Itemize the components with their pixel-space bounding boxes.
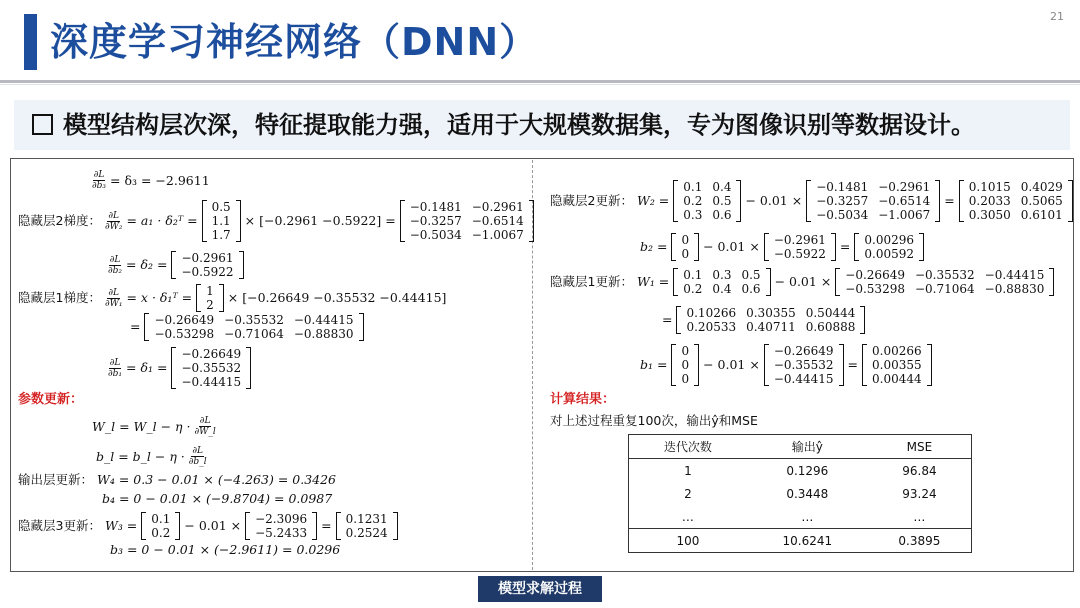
- matrix-cell: 0.3: [712, 268, 732, 282]
- matrix-cell: −0.35532: [773, 358, 834, 372]
- matrix-row: [867, 344, 927, 358]
- title-accent-bar: [24, 14, 37, 70]
- matrix-row: [859, 233, 919, 247]
- matrix-cell: −1.0067: [471, 228, 524, 242]
- matrix-cell: −0.88830: [293, 327, 354, 341]
- matrix-row: [769, 358, 839, 372]
- matrix-row: [201, 298, 219, 312]
- matrix-cell: 0.5: [211, 200, 231, 214]
- matrix-row: [769, 233, 831, 247]
- cell: …: [913, 509, 926, 524]
- matrix: [141, 512, 180, 540]
- matrix: [671, 344, 699, 386]
- matrix-row: [207, 214, 236, 228]
- headline-banner: [14, 100, 1070, 150]
- matrix-row: [867, 372, 927, 386]
- matrix-cell: 0: [681, 247, 690, 261]
- hidden2-update: 隐藏层2更新： W₂ = 0.1 0.4 0.2 0.5 0.3 0.6 − 0.01 × −0.1481 −0.2961 −0.3257 −0.6514 −0.5034 −1.0067 = 0.1015 0.4029 0.2033 0.5065 0.3050 0.6101: [550, 180, 1073, 222]
- matrix-cell: −5.2433: [255, 526, 308, 540]
- matrix-cell: 0.20533: [686, 320, 737, 334]
- results-table: [628, 434, 972, 553]
- matrix-row: [176, 361, 246, 375]
- matrix-row: [964, 208, 1068, 222]
- db1-formula: $\frac{\partial L}{\text{∂b₁}}$ = δ₁ = −0.26649 −0.35532 −0.44415: [108, 347, 251, 389]
- matrix-cell: 0.40711: [746, 320, 796, 334]
- matrix: [673, 268, 770, 296]
- matrix-row: [840, 268, 1049, 282]
- matrix-row: [405, 200, 529, 214]
- matrix-row: [201, 284, 219, 298]
- matrix-cell: 0: [681, 372, 690, 386]
- matrix-cell: −0.6514: [878, 194, 931, 208]
- matrix-cell: −0.44415: [293, 313, 354, 327]
- table-row: [629, 459, 972, 483]
- matrix-row: [405, 214, 529, 228]
- matrix-cell: 2: [206, 298, 214, 312]
- table-row: [629, 505, 972, 529]
- matrix-cell: −0.1481: [409, 200, 462, 214]
- matrix: [245, 512, 317, 540]
- matrix-cell: −2.3096: [255, 512, 308, 526]
- table-row: [629, 482, 972, 505]
- matrix-cell: 0: [681, 233, 690, 247]
- b1-update: b₁ = 0 0 0 − 0.01 × −0.26649 −0.35532 −0.44415 = 0.00266 0.00355 0.00444: [640, 344, 932, 386]
- matrix-cell: −0.26649: [154, 313, 215, 327]
- matrix-row: [676, 344, 694, 358]
- matrix-row: [840, 282, 1049, 296]
- matrix: [673, 180, 741, 222]
- matrix-row: [405, 228, 529, 242]
- matrix-row: [176, 251, 238, 265]
- matrix-row: [341, 526, 393, 540]
- matrix-cell: 0.2033: [968, 194, 1011, 208]
- matrix-cell: −0.2961: [471, 200, 524, 214]
- matrix-cell: −0.2961: [773, 233, 826, 247]
- matrix-row: [176, 347, 246, 361]
- headline: [32, 108, 975, 142]
- matrix-cell: −0.5034: [816, 208, 869, 222]
- matrix-cell: 0.6101: [1020, 208, 1063, 222]
- matrix-cell: −0.3257: [816, 194, 869, 208]
- matrix-cell: 0.3050: [968, 208, 1011, 222]
- matrix-row: [964, 194, 1068, 208]
- matrix-cell: 0.4029: [1020, 180, 1063, 194]
- header-mse: MSE: [868, 435, 972, 459]
- hidden2-gradient: 隐藏层2梯度： $\frac{\partial L}{\text{∂W₂}}$ = a₁ · δ₂ᵀ = 0.5 1.1 1.7 × [−0.2961 −0.5922] = −0.1481 −0.2961 −0.3257 −0.6514 −0.5034 −1.0067: [18, 200, 534, 242]
- headline-text: 模型结构层次深，特征提取能力强，适用于大规模数据集，专为图像识别等数据设计。: [63, 111, 975, 139]
- matrix-cell: 0.4: [712, 180, 732, 194]
- matrix-cell: 0.2: [151, 526, 171, 540]
- matrix-cell: 0.5: [741, 268, 761, 282]
- matrix-cell: 0.10266: [686, 306, 737, 320]
- result-heading: 计算结果：: [550, 392, 616, 407]
- matrix-cell: 0.1: [683, 180, 703, 194]
- matrix-row: [811, 208, 935, 222]
- cell: 0.3448: [786, 486, 829, 501]
- matrix-row: [678, 208, 736, 222]
- matrix-row: [676, 247, 694, 261]
- matrix: [671, 233, 699, 261]
- matrix-cell: −0.5922: [181, 265, 234, 279]
- matrix-row: [176, 375, 246, 389]
- cell: 10.6241: [747, 529, 868, 553]
- hidden1-gradient-result: = −0.26649 −0.35532 −0.44415 −0.53298 −0.71064 −0.88830: [130, 313, 364, 341]
- output-bias-update: b₄ = 0 − 0.01 × (−9.8704) = 0.0987: [102, 491, 333, 506]
- matrix-cell: 0.00592: [864, 247, 914, 261]
- matrix-cell: 0.50444: [805, 306, 856, 320]
- matrix-cell: −0.26649: [773, 344, 834, 358]
- hidden3-bias-update: b₃ = 0 − 0.01 × (−2.9611) = 0.0296: [110, 542, 341, 557]
- caption-label: 模型求解过程: [478, 576, 602, 602]
- hidden1-gradient: 隐藏层1梯度： $\frac{\partial L}{\text{∂W₁}}$ = x · δ₁ᵀ = 1 2 × [−0.26649 −0.35532 −0.44415]: [18, 284, 447, 312]
- cell: 2: [684, 486, 692, 501]
- matrix-cell: 0.5: [712, 194, 732, 208]
- cell: 93.24: [902, 486, 937, 501]
- matrix-cell: −0.53298: [845, 282, 905, 296]
- matrix-row: [859, 247, 919, 261]
- matrix-cell: −0.71064: [914, 282, 975, 296]
- matrix-row: [676, 233, 694, 247]
- matrix-row: [678, 268, 765, 282]
- matrix-cell: 1.1: [211, 214, 231, 228]
- matrix: [202, 200, 241, 242]
- page-number: 21: [1050, 10, 1064, 23]
- matrix-row: [867, 358, 927, 372]
- matrix-cell: 0.6: [712, 208, 732, 222]
- matrix-cell: −0.5922: [773, 247, 826, 261]
- matrix: [171, 347, 251, 389]
- matrix-cell: 1: [206, 284, 214, 298]
- matrix-row: [811, 194, 935, 208]
- table-header-row: [629, 435, 972, 459]
- matrix-cell: −0.26649: [181, 347, 242, 361]
- output-layer-update: 输出层更新： W₄ = 0.3 − 0.01 × (−4.263) = 0.3426: [18, 472, 337, 487]
- matrix-cell: 0.1015: [968, 180, 1011, 194]
- matrix-cell: 0.60888: [805, 320, 856, 334]
- matrix-row: [250, 512, 312, 526]
- matrix-row: [811, 180, 935, 194]
- matrix-row: [678, 194, 736, 208]
- matrix-cell: 0: [681, 344, 690, 358]
- matrix-row: [149, 327, 358, 341]
- matrix-cell: −0.44415: [773, 372, 834, 386]
- slide-title: 深度学习神经网络（DNN）: [50, 20, 539, 64]
- matrix: [676, 306, 865, 334]
- matrix-cell: 0.4: [712, 282, 732, 296]
- result-description: 对上述过程重复100次，输出ŷ和MSE: [550, 413, 758, 428]
- matrix-cell: 0: [681, 358, 690, 372]
- matrix-cell: −0.1481: [816, 180, 869, 194]
- matrix-row: [146, 526, 175, 540]
- matrix-cell: −0.26649: [845, 268, 905, 282]
- matrix-cell: 0.00444: [872, 372, 922, 386]
- matrix-cell: 0.1: [683, 268, 703, 282]
- matrix: [806, 180, 940, 222]
- cell: 1: [684, 463, 692, 478]
- matrix-cell: 0.6: [741, 282, 761, 296]
- matrix-row: [207, 200, 236, 214]
- param-update-heading: 参数更新：: [18, 392, 84, 407]
- weight-update-rule: W_l = W_l − η · $\frac{\partial L}{\partial W\_l}$: [92, 416, 216, 437]
- matrix-row: [769, 372, 839, 386]
- matrix-cell: 0.2: [683, 282, 703, 296]
- matrix-cell: −0.44415: [984, 268, 1045, 282]
- hidden3-update: 隐藏层3更新： W₃ = 0.1 0.2 − 0.01 × −2.3096 −5.2433 = 0.1231 0.2524: [18, 512, 398, 540]
- table-row: [629, 529, 972, 553]
- matrix: [854, 233, 924, 261]
- b2-update: b₂ = 0 0 − 0.01 × −0.2961 −0.5922 = 0.00296 0.00592: [640, 233, 924, 261]
- matrix-cell: −0.71064: [224, 327, 284, 341]
- matrix-cell: 0.2: [683, 194, 703, 208]
- matrix-row: [149, 313, 358, 327]
- checkbox-bullet-icon: [32, 114, 53, 135]
- matrix-row: [676, 372, 694, 386]
- matrix-row: [176, 265, 238, 279]
- matrix: [862, 344, 932, 386]
- matrix: [835, 268, 1054, 296]
- matrix-row: [769, 247, 831, 261]
- header-output: 输出ŷ: [747, 435, 868, 459]
- db2-formula: $\frac{\partial L}{\text{∂b₂}}$ = δ₂ = −0.2961 −0.5922: [108, 251, 244, 279]
- matrix-cell: 0.3: [683, 208, 703, 222]
- title-rule: [0, 80, 1080, 83]
- matrix: [144, 313, 363, 341]
- matrix-cell: −0.88830: [984, 282, 1045, 296]
- hidden1-update-result: = 0.10266 0.30355 0.50444 0.20533 0.40711 0.60888: [662, 306, 865, 334]
- matrix: [764, 233, 836, 261]
- matrix-row: [964, 180, 1068, 194]
- matrix: [196, 284, 224, 312]
- matrix: [959, 180, 1073, 222]
- matrix-cell: −0.53298: [154, 327, 215, 341]
- matrix-cell: −0.35532: [914, 268, 975, 282]
- matrix-cell: 1.7: [211, 228, 231, 242]
- bias-update-rule: b_l = b_l − η · $\frac{\partial L}{\partial b\_l}$: [96, 446, 207, 467]
- header-iterations: 迭代次数: [629, 435, 747, 459]
- matrix-cell: −1.0067: [878, 208, 931, 222]
- matrix-cell: −0.2961: [181, 251, 234, 265]
- db3-formula: $\frac{\partial L}{\text{∂b₃}}$ = δ₃ = −2.9611: [92, 170, 210, 191]
- matrix-row: [681, 320, 860, 334]
- matrix-cell: 0.30355: [746, 306, 796, 320]
- title-rule-light: [0, 84, 1080, 85]
- matrix-cell: −0.35532: [224, 313, 284, 327]
- cell: …: [801, 509, 814, 524]
- matrix: [336, 512, 398, 540]
- matrix-cell: −0.2961: [878, 180, 931, 194]
- matrix-cell: −0.35532: [181, 361, 242, 375]
- matrix-cell: 0.5065: [1020, 194, 1063, 208]
- matrix: [171, 251, 243, 279]
- cell: 0.3895: [868, 529, 972, 553]
- matrix: [400, 200, 534, 242]
- matrix-row: [678, 180, 736, 194]
- hidden1-update: 隐藏层1更新： W₁ = 0.1 0.3 0.5 0.2 0.4 0.6 − 0.01 × −0.26649 −0.35532 −0.44415 −0.53298 −0.71064 −0.88830: [550, 268, 1054, 296]
- matrix-row: [681, 306, 860, 320]
- matrix-cell: 0.00266: [872, 344, 922, 358]
- matrix-row: [676, 358, 694, 372]
- cell: 100: [629, 529, 747, 553]
- cell: 0.1296: [786, 463, 829, 478]
- cell: 96.84: [902, 463, 937, 478]
- matrix-cell: −0.6514: [471, 214, 524, 228]
- matrix-cell: 0.00355: [872, 358, 922, 372]
- cell: …: [681, 509, 694, 524]
- matrix-row: [146, 512, 175, 526]
- matrix-row: [341, 512, 393, 526]
- matrix-row: [678, 282, 765, 296]
- matrix-cell: −0.3257: [409, 214, 462, 228]
- matrix-row: [207, 228, 236, 242]
- matrix-cell: 0.1: [151, 512, 171, 526]
- matrix-cell: 0.1231: [345, 512, 388, 526]
- matrix-cell: −0.5034: [409, 228, 462, 242]
- matrix-row: [769, 344, 839, 358]
- matrix-cell: −0.44415: [181, 375, 242, 389]
- matrix: [764, 344, 844, 386]
- matrix-cell: 0.00296: [864, 233, 914, 247]
- matrix-cell: 0.2524: [345, 526, 388, 540]
- matrix-row: [250, 526, 312, 540]
